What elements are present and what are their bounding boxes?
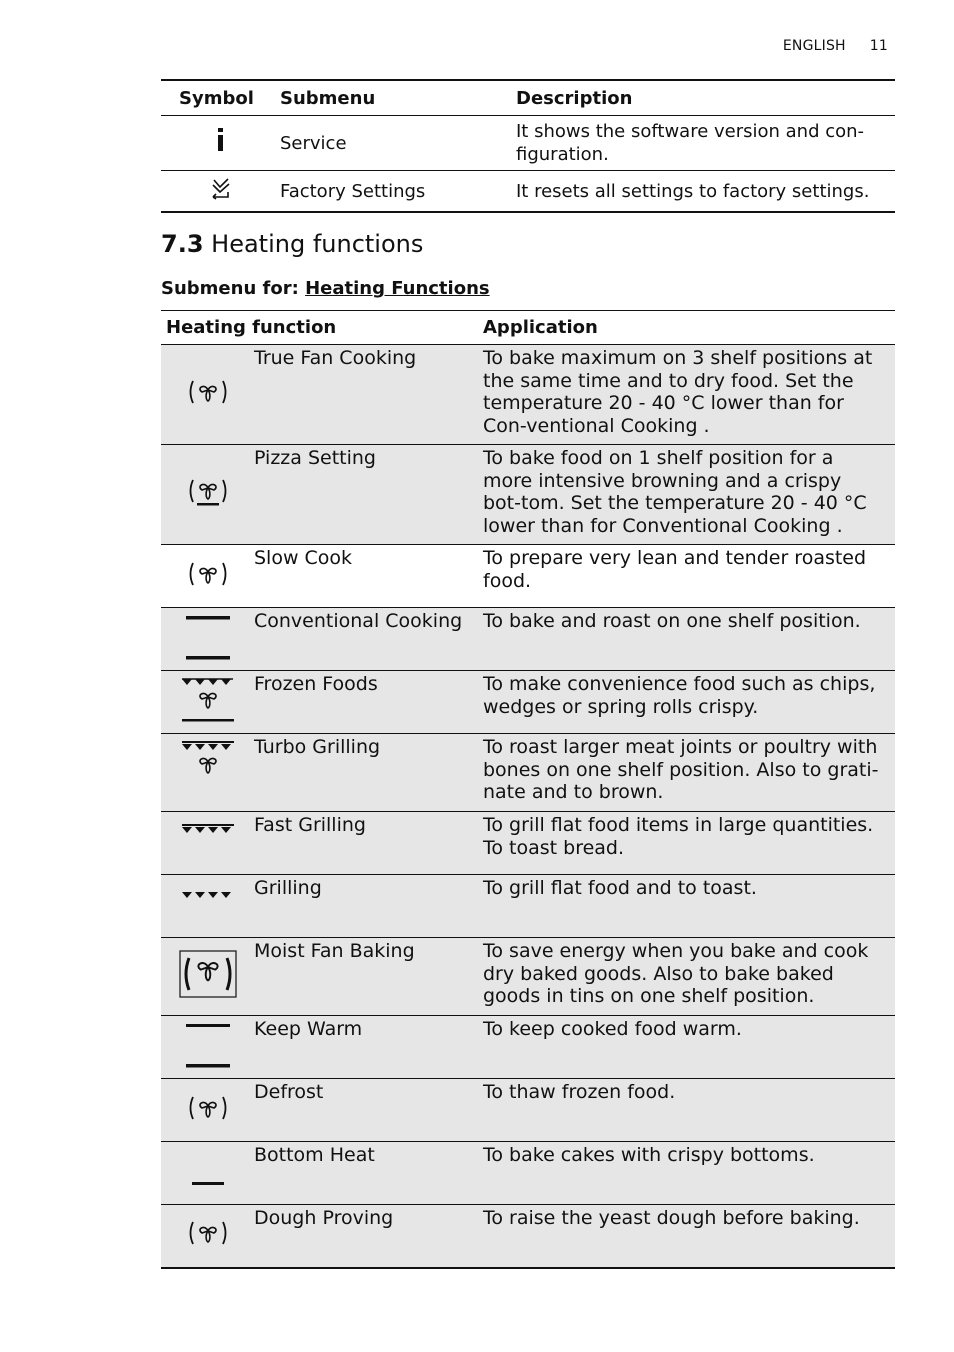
function-application: To make convenience food such as chips, wedges or spring rolls crispy. [483, 671, 895, 734]
function-name: Grilling [254, 875, 483, 938]
table-row [161, 1016, 895, 1079]
heating-functions-link[interactable]: Heating Functions [305, 278, 490, 299]
table-row [161, 608, 895, 671]
function-application: To bake food on 1 shelf position for a more intensive browning and a crispy bot-tom. Set the temperature 20 - 40 °C lower than for Conventional Cooking . [483, 445, 895, 545]
submenu-description: It shows the software version and con-figuration. [516, 116, 895, 171]
submenu-line [161, 278, 490, 299]
grill-icon [180, 890, 236, 902]
table-row [161, 1142, 895, 1205]
function-application: To thaw frozen food. [483, 1079, 895, 1142]
function-name: Slow Cook [254, 545, 483, 608]
table-row [161, 1079, 895, 1142]
function-application: To grill flat food and to toast. [483, 875, 895, 938]
column-header-description: Description [516, 80, 895, 116]
language-label: ENGLISH [782, 38, 846, 54]
function-name: Frozen Foods [254, 671, 483, 734]
column-header-application: Application [483, 311, 895, 345]
column-header-submenu: Submenu [280, 80, 516, 116]
fan-icon [187, 1218, 229, 1248]
page-header [783, 38, 888, 54]
grill-fan-bottom-icon [180, 675, 236, 725]
function-name: Fast Grilling [254, 812, 483, 875]
function-name: True Fan Cooking [254, 345, 483, 445]
function-name: Bottom Heat [254, 1142, 483, 1205]
heating-functions-table [161, 310, 895, 1269]
function-application: To roast larger meat joints or poultry with bones on one shelf position. Also to grati-nate and to brown. [483, 734, 895, 812]
function-application: To keep cooked food warm. [483, 1016, 895, 1079]
table-row [161, 671, 895, 734]
info-icon [215, 127, 227, 153]
table-row [161, 938, 895, 1016]
page-number: 11 [869, 38, 888, 54]
function-application: To grill flat food items in large quantities. To toast bread. [483, 812, 895, 875]
table-row [161, 1205, 895, 1268]
section-title: Heating functions [211, 230, 424, 258]
table-row [161, 875, 895, 938]
function-application: To prepare very lean and tender roasted food. [483, 545, 895, 608]
submenu-name: Service [280, 116, 516, 171]
function-application: To bake and roast on one shelf position. [483, 608, 895, 671]
section-number: 7.3 [161, 230, 204, 258]
function-application: To bake maximum on 3 shelf positions at the same time and to dry food. Set the temperature 20 - 40 °C lower than for Con-ventional Cooking . [483, 345, 895, 445]
table-row [161, 345, 895, 445]
grill-fan-icon [180, 740, 236, 782]
column-header-symbol: Symbol [161, 80, 280, 116]
submenu-description: It resets all settings to factory settings. [516, 171, 895, 213]
function-name: Turbo Grilling [254, 734, 483, 812]
function-name: Defrost [254, 1079, 483, 1142]
table-row [161, 171, 895, 213]
fan-icon [187, 1093, 229, 1123]
moist-fan-icon [179, 950, 237, 998]
table-row [161, 812, 895, 875]
keep-warm-icon [184, 1020, 232, 1070]
fan-bottom-heat-icon [187, 476, 229, 508]
table-row [161, 734, 895, 812]
table-row [161, 116, 895, 171]
fast-grill-icon [180, 823, 236, 837]
function-application: To raise the yeast dough before baking. [483, 1205, 895, 1268]
submenu-table [161, 79, 895, 213]
table-row [161, 545, 895, 608]
function-name: Dough Proving [254, 1205, 483, 1268]
section-heading [161, 230, 423, 258]
function-application: To save energy when you bake and cook dry baked goods. Also to bake baked goods in tins on one shelf position. [483, 938, 895, 1016]
function-name: Keep Warm [254, 1016, 483, 1079]
submenu-prefix: Submenu for: [161, 278, 299, 299]
function-name: Conventional Cooking [254, 608, 483, 671]
submenu-name: Factory Settings [280, 171, 516, 213]
fan-icon [187, 377, 229, 407]
top-bottom-heat-icon [184, 612, 232, 662]
fan-icon [187, 559, 229, 589]
table-row [161, 445, 895, 545]
bottom-heat-icon [190, 1181, 226, 1187]
function-name: Pizza Setting [254, 445, 483, 545]
factory-reset-icon [210, 178, 232, 200]
function-application: To bake cakes with crispy bottoms. [483, 1142, 895, 1205]
function-name: Moist Fan Baking [254, 938, 483, 1016]
column-header-heating-function: Heating function [161, 311, 483, 345]
